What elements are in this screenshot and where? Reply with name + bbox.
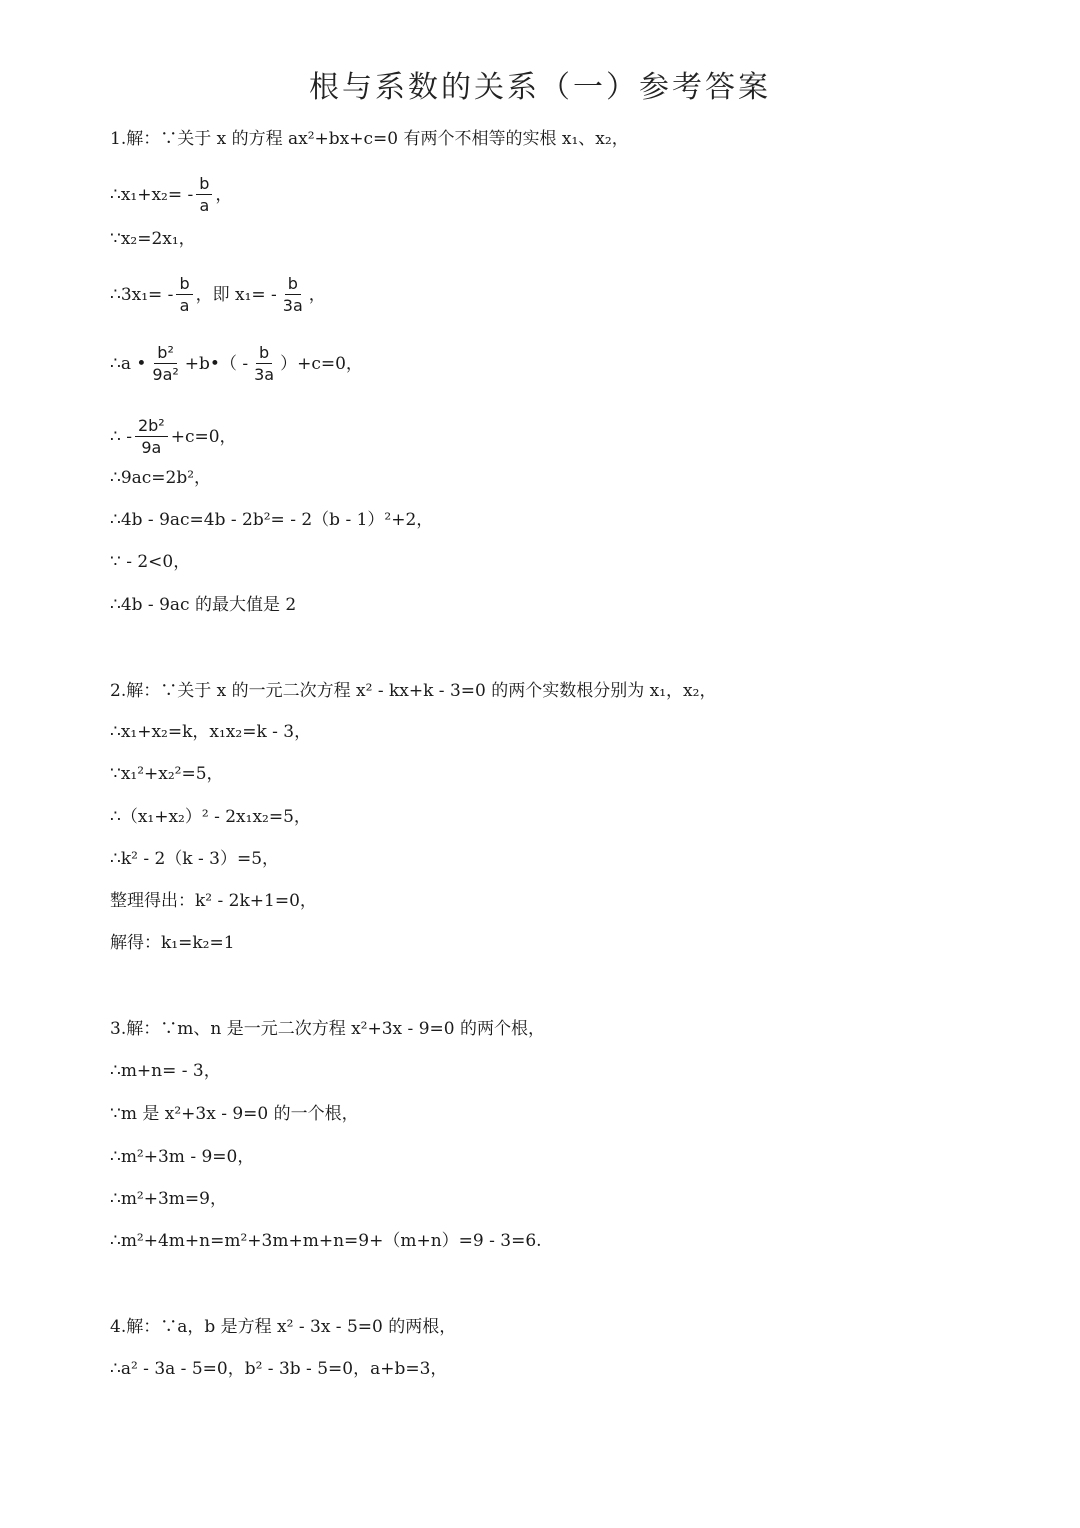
- solution-line: 2.解：∵关于 x 的一元二次方程 x² - kx+k - 3=0 的两个实数根分别为 x₁，x₂，: [110, 681, 717, 701]
- solution-line: [110, 274, 326, 315]
- line-text: +b•（ -: [184, 353, 249, 374]
- solution-line: ∴4b - 9ac=4b - 2b²= - 2（b - 1）²+2，: [110, 510, 434, 530]
- solution-line: 1.解：∵关于 x 的方程 ax²+bx+c=0 有两个不相等的实根 x₁、x₂，: [110, 129, 629, 149]
- solution-line: ∴m²+3m=9，: [110, 1189, 227, 1209]
- line-text: ）+c=0，: [280, 353, 363, 374]
- line-text: ∴ -: [110, 426, 132, 447]
- line-text: ∴3x₁= -: [110, 284, 174, 305]
- solution-line: 整理得出：k² - 2k+1=0，: [110, 891, 317, 911]
- numerator: b: [176, 274, 192, 295]
- fraction: [176, 274, 192, 315]
- numerator: b: [285, 274, 301, 295]
- fraction: [280, 274, 306, 315]
- solution-line: ∴4b - 9ac 的最大值是 2: [110, 595, 297, 615]
- solution-line: 4.解：∵a，b 是方程 x² - 3x - 5=0 的两根，: [110, 1317, 457, 1337]
- solution-line: ∴9ac=2b²，: [110, 468, 212, 488]
- solution-line: ∵x₁²+x₂²=5，: [110, 764, 224, 784]
- solution-line: ∴x₁+x₂=k，x₁x₂=k - 3，: [110, 722, 312, 742]
- page-title: 根与系数的关系（一）参考答案: [309, 70, 771, 105]
- denominator: a: [179, 296, 190, 315]
- solution-line: 解得：k₁=k₂=1: [110, 933, 235, 953]
- denominator: 3a: [282, 296, 303, 315]
- numerator: b: [256, 343, 272, 364]
- fraction: [251, 343, 277, 384]
- line-text: ∴a •: [110, 353, 147, 374]
- solution-line: ∴a² - 3a - 5=0，b² - 3b - 5=0，a+b=3，: [110, 1359, 448, 1379]
- solution-line: ∴m+n= - 3，: [110, 1061, 221, 1081]
- denominator: 3a: [254, 365, 275, 384]
- denominator: 9a: [141, 438, 162, 457]
- denominator: a: [199, 196, 210, 215]
- solution-line: [110, 174, 232, 215]
- solution-line: ∵m 是 x²+3x - 9=0 的一个根，: [110, 1104, 359, 1124]
- numerator: b²: [154, 343, 177, 364]
- solution-line: [110, 343, 363, 384]
- solution-line: [110, 416, 237, 457]
- solution-line: ∴m²+4m+n=m²+3m+m+n=9+（m+n）=9 - 3=6.: [110, 1231, 542, 1251]
- fraction: [135, 416, 168, 457]
- solution-line: ∵ - 2<0，: [110, 552, 191, 572]
- solution-line: ∵x₂=2x₁，: [110, 229, 196, 249]
- line-text: +c=0，: [170, 426, 237, 447]
- line-text: ，: [215, 184, 233, 205]
- line-text: ∴x₁+x₂= -: [110, 184, 194, 205]
- solution-line: ∴k² - 2（k - 3）=5，: [110, 849, 280, 869]
- solution-line: ∴（x₁+x₂）² - 2x₁x₂=5，: [110, 807, 311, 827]
- line-text: ，即 x₁= -: [195, 284, 277, 305]
- line-text: ，: [308, 284, 326, 305]
- solution-line: ∴m²+3m - 9=0，: [110, 1147, 255, 1167]
- fraction: [196, 174, 212, 215]
- fraction: [149, 343, 181, 384]
- solution-line: 3.解：∵m、n 是一元二次方程 x²+3x - 9=0 的两个根，: [110, 1019, 545, 1039]
- numerator: b: [196, 174, 212, 195]
- denominator: 9a²: [152, 365, 179, 384]
- numerator: 2b²: [135, 416, 168, 437]
